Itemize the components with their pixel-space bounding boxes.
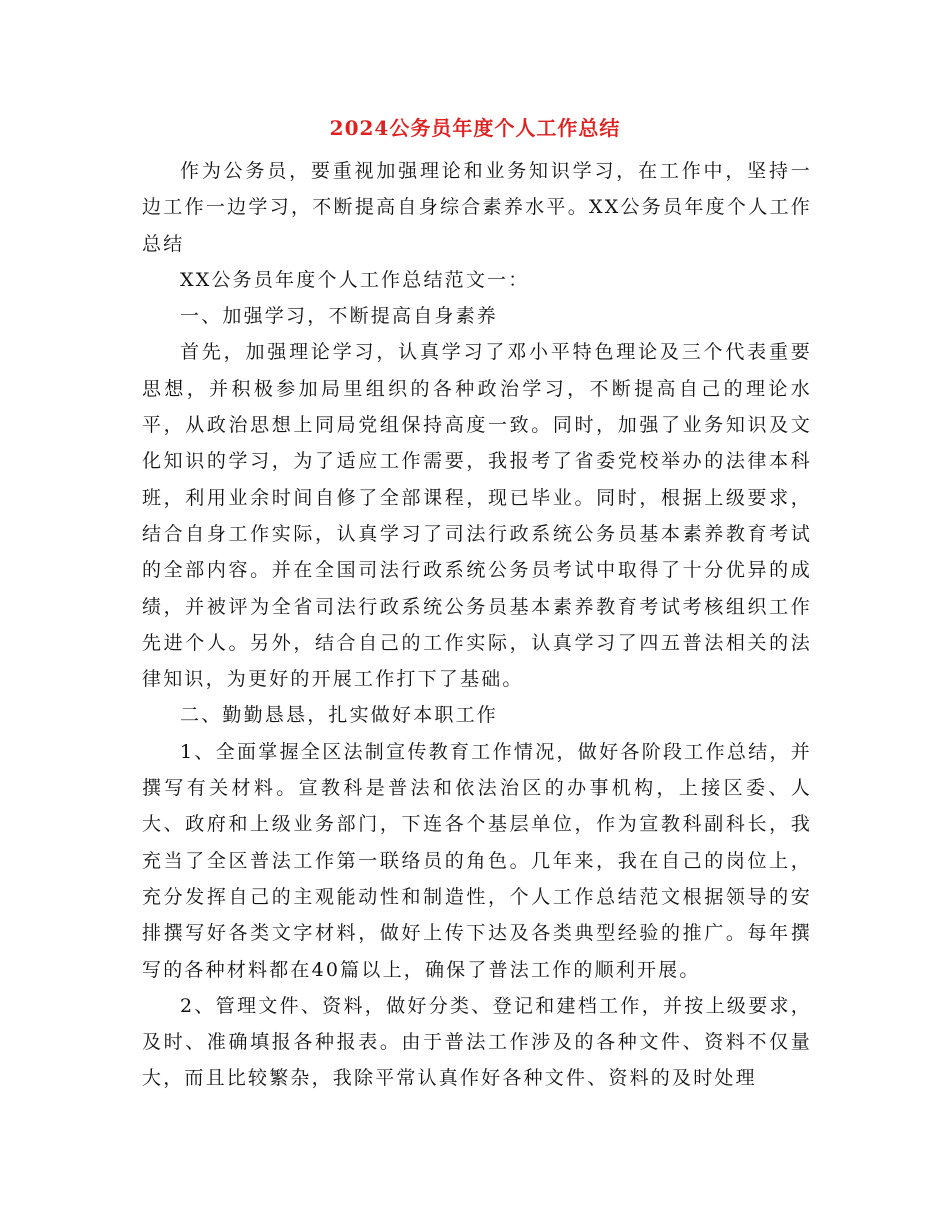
paragraph-study: 首先，加强理论学习，认真学习了邓小平特色理论及三个代表重要思想，并积极参加局里组织的各种政治学习，不断提高自己的理论水平，从政治思想上同局党组保持高度一致。同时，加强了业务知识及文化知识的学习，为了适应工作需要，我报考了省委党校举办的法律本科班，利用业余时间自修了全部课程，现已毕业。同时，根据上级要求，结合自身工作实际，认真学习了司法行政系统公务员基本素养教育考试的全部内容。并在全国司法行政系统公务员考试中取得了十分优异的成绩，并被评为全省司法行政系统公务员基本素养教育考试考核组织工作先进个人。另外，结合自己的工作实际，认真学习了四五普法相关的法律知识，为更好的开展工作打下了基础。: [142, 341, 812, 691]
paragraph-sample-heading: XX公务员年度个人工作总结范文一：: [180, 268, 530, 291]
document-title: 2024公务员年度个人工作总结: [329, 116, 621, 140]
paragraph-item-2: 2、管理文件、资料，做好分类、登记和建档工作，并按上级要求，及时、准确填报各种报表。由于普法工作涉及的各种文件、资料不仅量大，而且比较繁杂，我除平常认真作好各种文件、资料的及时处理: [142, 994, 812, 1090]
paragraph-intro: 作为公务员，要重视加强理论和业务知识学习，在工作中，坚持一边工作一边学习，不断提高自身综合素养水平。XX公务员年度个人工作总结: [142, 160, 812, 255]
paragraph-item-1: 1、全面掌握全区法制宣传教育工作情况，做好各阶段工作总结，并撰写有关材料。宣教科是普法和依法治区的办事机构，上接区委、人大、政府和上级业务部门，下连各个基层单位，作为宣教科副科长，我充当了全区普法工作第一联络员的角色。几年来，我在自己的岗位上，充分发挥自己的主观能动性和制造性，个人工作总结范文根据领导的安排撰写好各类文字材料，做好上传下达及各类典型经验的推广。每年撰写的各种材料都在40篇以上，确保了普法工作的顺利开展。: [142, 740, 812, 981]
section-heading-1: 一、加强学习，不断提高自身素养: [180, 305, 499, 328]
section-heading-2: 二、勤勤恳恳，扎实做好本职工作: [180, 704, 499, 727]
document-body: [142, 153, 812, 1097]
